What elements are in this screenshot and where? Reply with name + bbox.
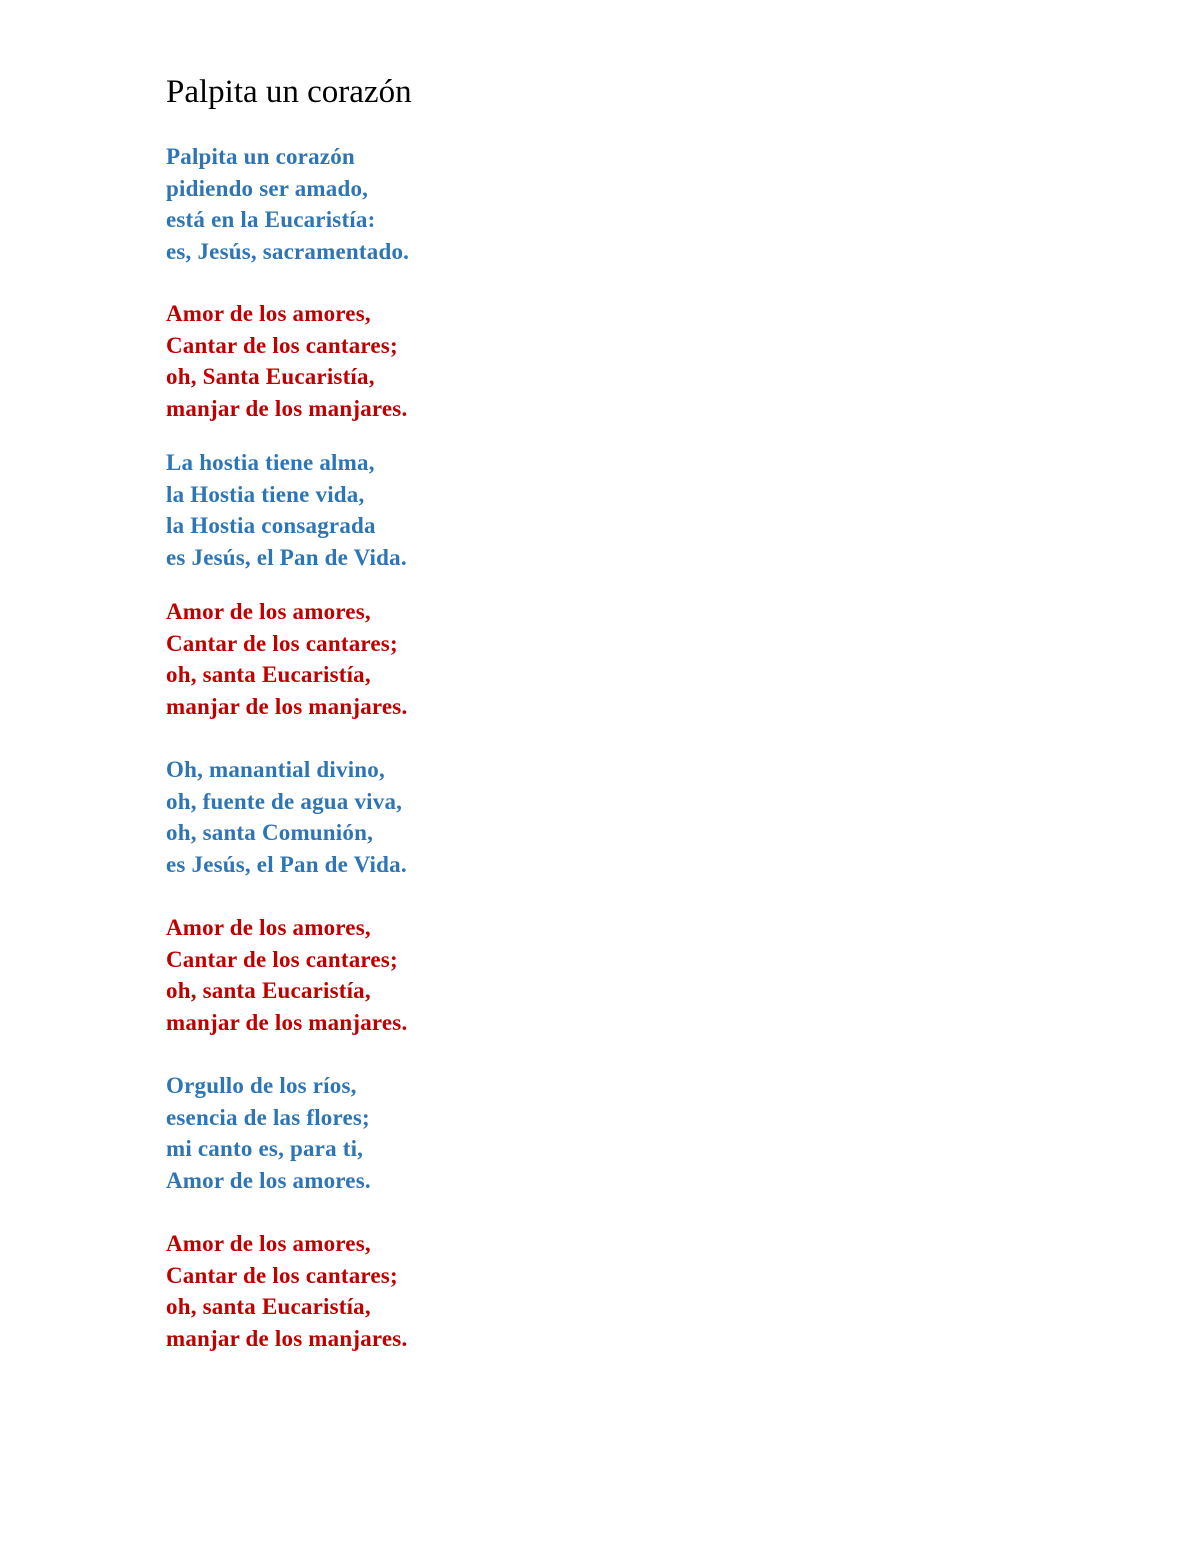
stanza-chorus-1 (166, 298, 407, 424)
lyric-line: oh, santa Eucaristía, (166, 662, 371, 688)
lyric-line: oh, fuente de agua viva, (166, 788, 403, 814)
lyric-line: la Hostia consagrada (166, 513, 376, 539)
stanza-verse-1 (166, 141, 409, 267)
lyric-line: esencia de las flores; (166, 1104, 370, 1130)
lyric-line: manjar de los manjares. (166, 1009, 408, 1035)
lyric-line: Cantar de los cantares; (166, 332, 398, 358)
lyric-line: oh, Santa Eucaristía, (166, 364, 375, 390)
stanza-chorus-4 (166, 1228, 407, 1354)
lyric-line: oh, santa Comunión, (166, 820, 374, 846)
lyric-line: oh, santa Eucaristía, (166, 1294, 371, 1320)
lyric-line: manjar de los manjares. (166, 1325, 408, 1351)
lyric-line: Cantar de los cantares; (166, 630, 398, 656)
lyric-line: Amor de los amores, (166, 599, 371, 624)
lyric-line: es Jesús, el Pan de Vida. (166, 851, 407, 877)
stanza-verse-3 (166, 754, 407, 880)
lyric-line: Amor de los amores, (166, 301, 371, 326)
lyric-line: está en la Eucaristía: (166, 207, 376, 233)
lyric-line: Oh, manantial divino, (166, 757, 385, 782)
stanza-chorus-2 (166, 596, 407, 722)
stanza-chorus-3 (166, 912, 407, 1038)
lyric-line: mi canto es, para ti, (166, 1136, 364, 1162)
lyric-line: manjar de los manjares. (166, 395, 408, 421)
lyric-line: la Hostia tiene vida, (166, 481, 365, 507)
stanza-verse-2 (166, 447, 407, 573)
lyric-line: oh, santa Eucaristía, (166, 978, 371, 1004)
lyric-line: Orgullo de los ríos, (166, 1073, 357, 1098)
lyric-line: Cantar de los cantares; (166, 946, 398, 972)
lyric-line: La hostia tiene alma, (166, 450, 375, 475)
page-title: Palpita un corazón (166, 74, 412, 110)
lyric-line: Amor de los amores, (166, 1231, 371, 1256)
lyric-line: es, Jesús, sacramentado. (166, 238, 410, 264)
lyric-line: Palpita un corazón (166, 144, 355, 169)
lyric-line: Cantar de los cantares; (166, 1262, 398, 1288)
lyric-line: Amor de los amores. (166, 1167, 371, 1193)
lyric-line: manjar de los manjares. (166, 693, 408, 719)
stanza-verse-4 (166, 1070, 371, 1196)
lyric-line: pidiendo ser amado, (166, 175, 369, 201)
lyric-line: es Jesús, el Pan de Vida. (166, 544, 407, 570)
lyric-line: Amor de los amores, (166, 915, 371, 940)
